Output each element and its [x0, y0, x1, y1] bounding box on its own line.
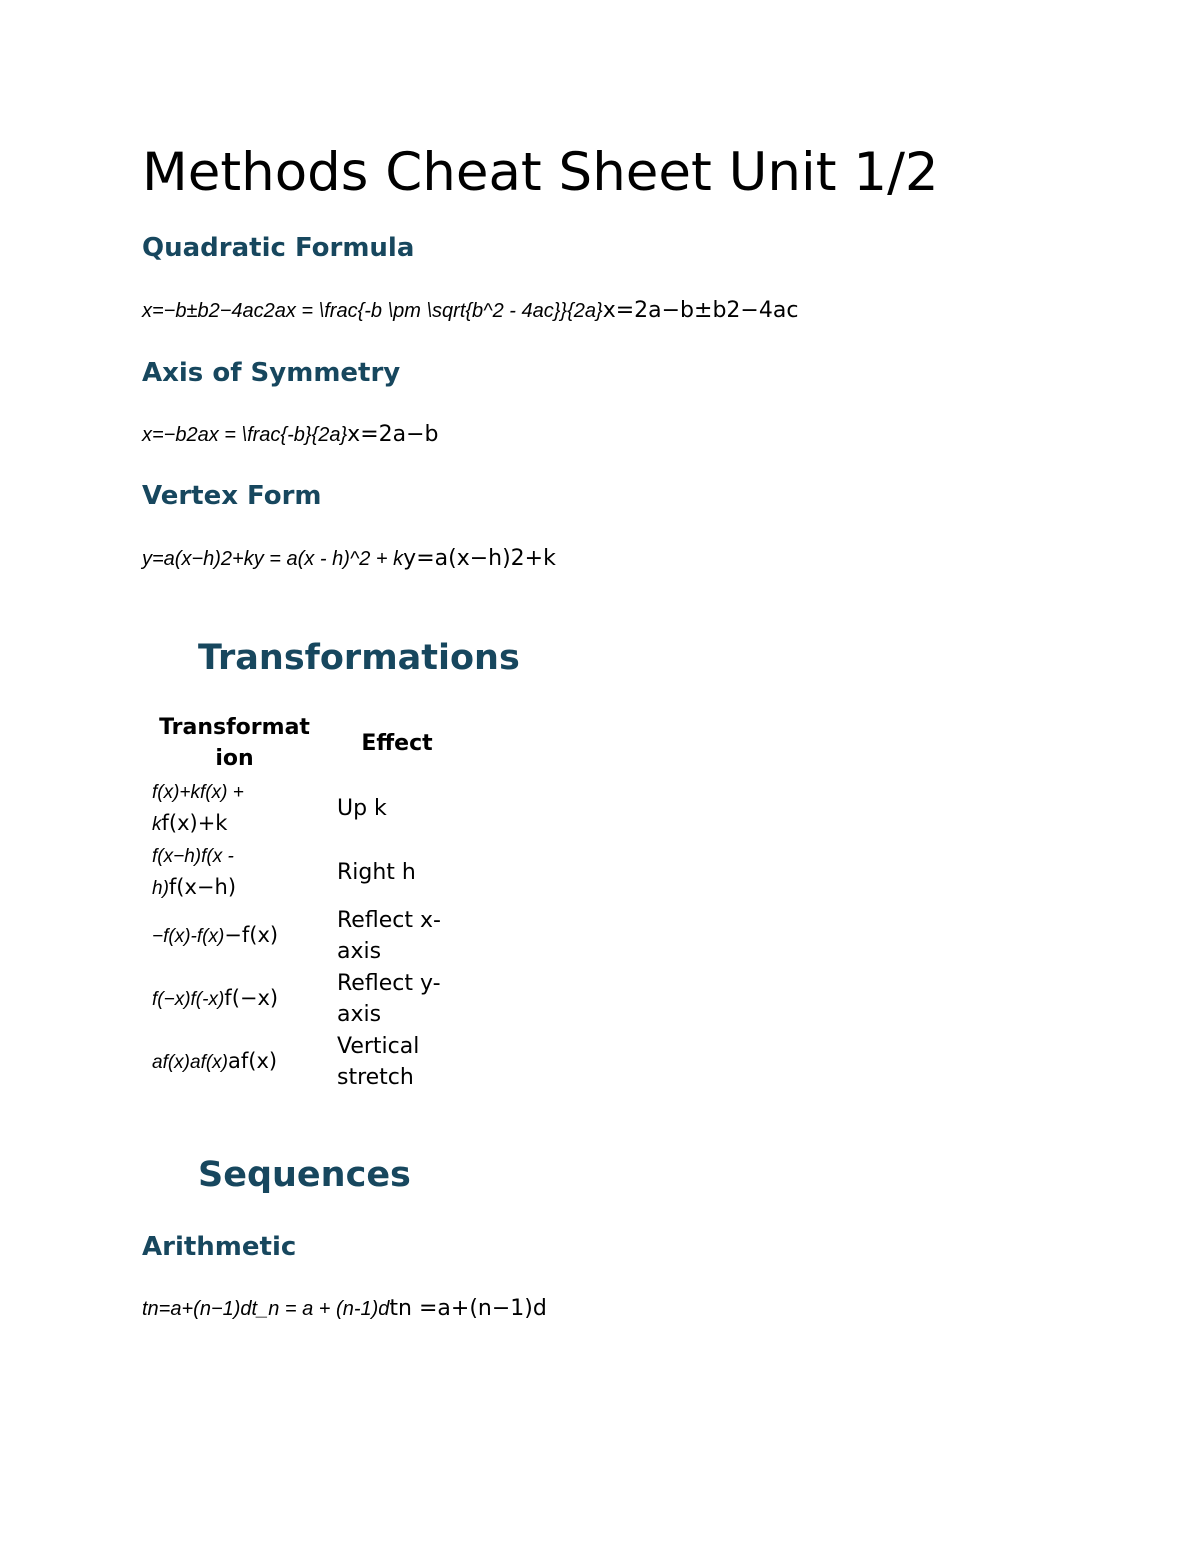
sequences-heading: Sequences — [198, 1155, 411, 1195]
quadratic-formula — [142, 297, 798, 325]
page-title: Methods Cheat Sheet Unit 1/2 — [142, 142, 939, 203]
effect-cell: Reflect y-axis — [337, 970, 441, 1027]
transformation-cell — [142, 840, 327, 904]
transformations-table — [142, 710, 467, 1093]
transformation-latex: f(x−h)f(x - h) — [152, 846, 234, 899]
axis-of-symmetry-heading: Axis of Symmetry — [142, 358, 401, 388]
transformation-rendered: −f(x) — [224, 922, 279, 947]
table-row — [142, 776, 467, 840]
table-header-row — [142, 710, 467, 776]
table-row — [142, 904, 467, 967]
vertex-form-latex: y=a(x−h)2+ky = a(x - h)^2 + k — [142, 548, 404, 570]
axis-of-symmetry-latex: x=−b2ax = \frac{-b}{2a} — [142, 424, 348, 446]
transformation-latex: −f(x)-f(x) — [152, 925, 225, 947]
quadratic-formula-rendered: x=2a−b±b2−4ac — [602, 298, 799, 323]
effect-cell: Right h — [337, 859, 416, 885]
transformation-rendered: f(x)+k — [161, 811, 228, 835]
table-row — [142, 967, 467, 1030]
quadratic-formula-heading: Quadratic Formula — [142, 233, 415, 263]
transformation-cell — [142, 967, 327, 1030]
table-row — [142, 840, 467, 904]
arithmetic-latex: tn=a+(n−1)dt_n = a + (n-1)d — [142, 1298, 390, 1320]
table-header-transformation: Transformat ion — [159, 715, 310, 771]
transformation-rendered: af(x) — [228, 1048, 278, 1073]
arithmetic-heading: Arithmetic — [142, 1232, 297, 1262]
effect-cell: Reflect x-axis — [337, 907, 441, 964]
transformation-latex: f(x)+kf(x) + k — [152, 782, 244, 835]
transformation-cell — [142, 1030, 327, 1093]
transformation-rendered: f(x−h) — [168, 875, 237, 899]
transformation-rendered: f(−x) — [224, 985, 279, 1010]
effect-cell: Vertical stretch — [337, 1033, 420, 1090]
axis-of-symmetry-rendered: x=2a−b — [347, 422, 439, 447]
vertex-form-formula — [142, 545, 556, 573]
transformation-latex: af(x)af(x) — [152, 1051, 228, 1073]
transformation-cell — [142, 904, 327, 967]
table-header-effect: Effect — [361, 730, 433, 756]
transformation-latex: f(−x)f(-x) — [152, 988, 225, 1010]
transformation-cell — [142, 776, 327, 840]
transformations-heading: Transformations — [198, 638, 520, 678]
vertex-form-heading: Vertex Form — [142, 481, 322, 511]
effect-cell: Up k — [337, 795, 387, 821]
vertex-form-rendered: y=a(x−h)2+k — [403, 546, 556, 571]
table-row — [142, 1030, 467, 1093]
arithmetic-rendered: tn =a+(n−1)d — [389, 1296, 547, 1321]
quadratic-formula-latex: x=−b±b2−4ac2ax = \frac{-b \pm \sqrt{b^2 - 4ac}}{2a} — [142, 300, 603, 322]
arithmetic-formula — [142, 1295, 547, 1323]
axis-of-symmetry-formula — [142, 421, 439, 449]
